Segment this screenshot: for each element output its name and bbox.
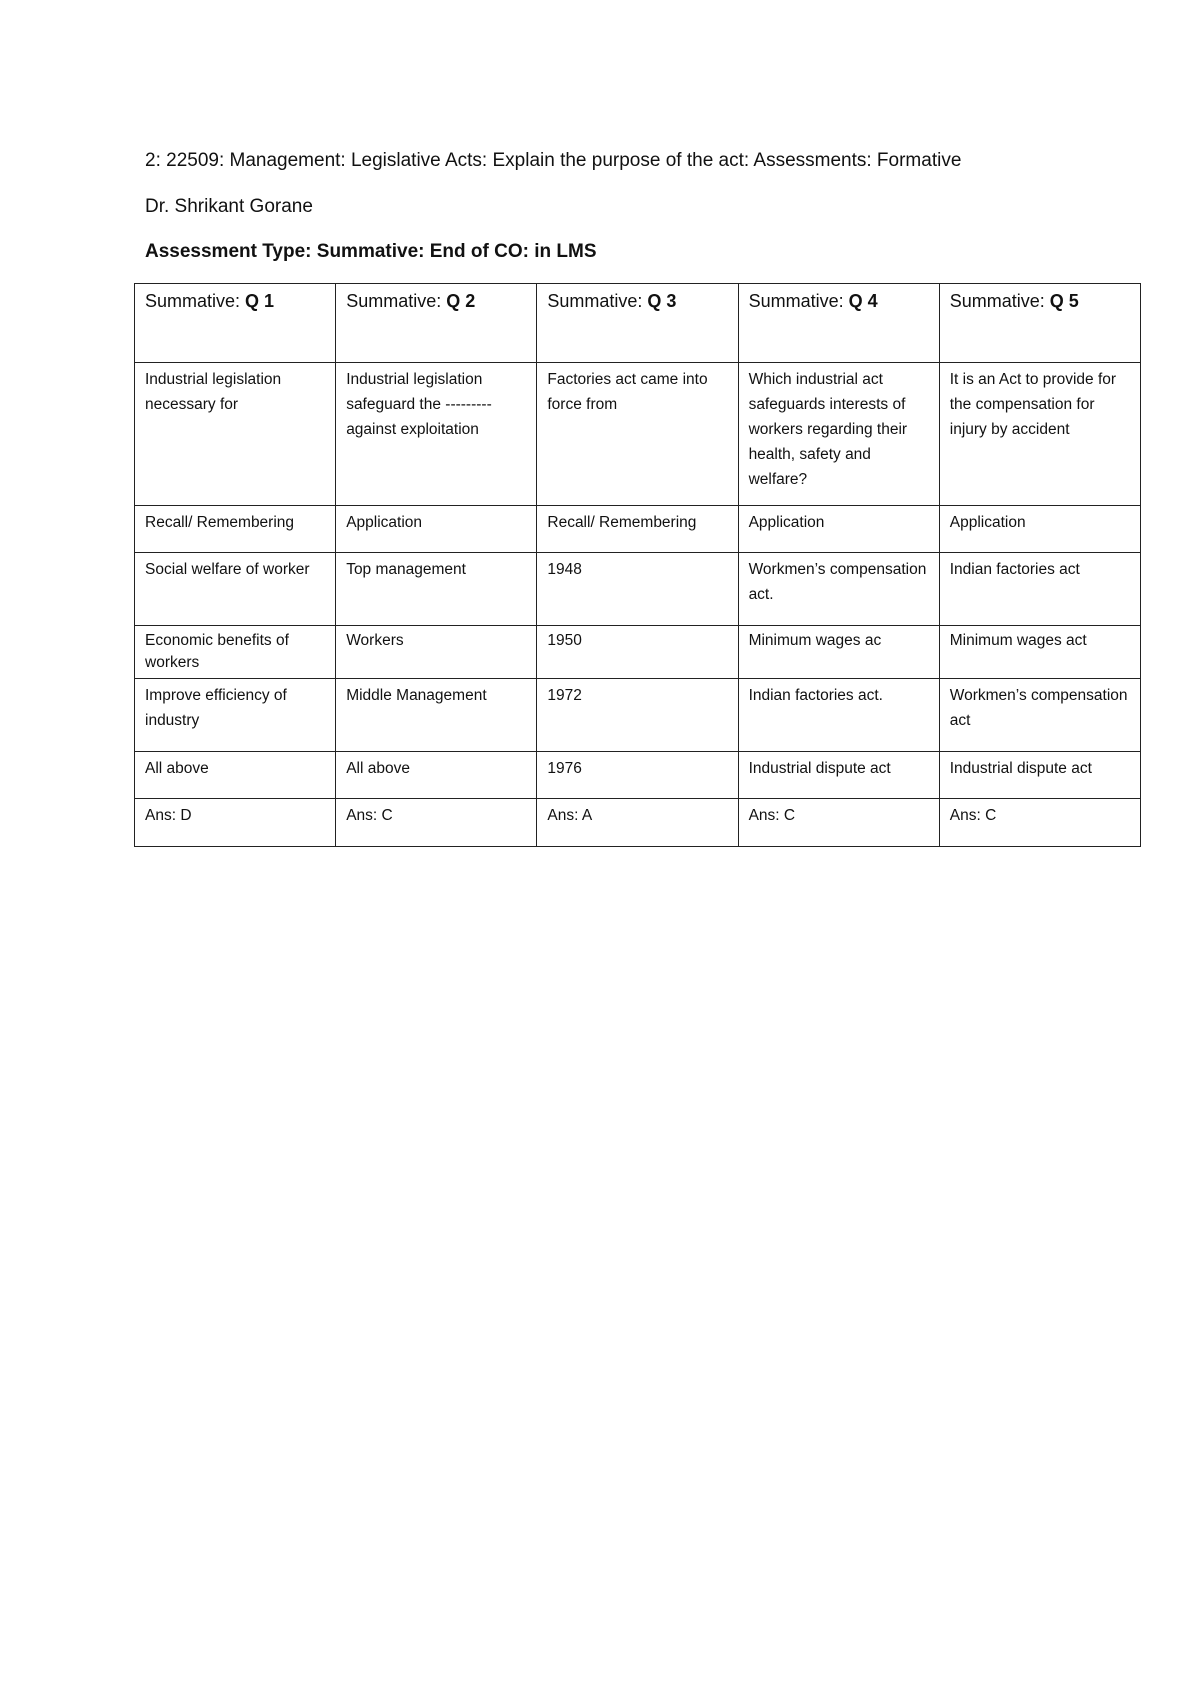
table-cell: Ans: C bbox=[336, 799, 537, 847]
table-cell: All above bbox=[135, 752, 336, 799]
table-cell: Factories act came into force from bbox=[537, 363, 738, 506]
table-cell: Middle Management bbox=[336, 679, 537, 752]
table-cell: Indian factories act bbox=[939, 553, 1140, 626]
table-cell: Top management bbox=[336, 553, 537, 626]
table-cell: 1972 bbox=[537, 679, 738, 752]
column-header-q3: Summative: Q 3 bbox=[537, 284, 738, 363]
option-c-row bbox=[135, 679, 1141, 752]
table-cell: Application bbox=[939, 506, 1140, 553]
answer-row bbox=[135, 799, 1141, 847]
cognitive-level-row bbox=[135, 506, 1141, 553]
table-cell: Workmen’s compensation act. bbox=[738, 553, 939, 626]
author-name: Dr. Shrikant Gorane bbox=[145, 196, 313, 217]
table-cell: Improve efficiency of industry bbox=[135, 679, 336, 752]
option-d-row bbox=[135, 752, 1141, 799]
table-cell: Application bbox=[336, 506, 537, 553]
table-cell: Workmen’s compensation act bbox=[939, 679, 1140, 752]
table-header-row bbox=[135, 284, 1141, 363]
option-a-row bbox=[135, 553, 1141, 626]
column-header-q2: Summative: Q 2 bbox=[336, 284, 537, 363]
table-cell: Application bbox=[738, 506, 939, 553]
question-row bbox=[135, 363, 1141, 506]
assessment-type: Assessment Type: Summative: End of CO: in LMS bbox=[145, 241, 597, 262]
column-header-q1: Summative: Q 1 bbox=[135, 284, 336, 363]
table-cell: Ans: A bbox=[537, 799, 738, 847]
table-cell: Social welfare of worker bbox=[135, 553, 336, 626]
table-cell: Industrial dispute act bbox=[738, 752, 939, 799]
table-cell: Recall/ Remembering bbox=[135, 506, 336, 553]
table-cell: Indian factories act. bbox=[738, 679, 939, 752]
column-header-q4: Summative: Q 4 bbox=[738, 284, 939, 363]
table-cell: Industrial legislation safeguard the --------- against exploitation bbox=[336, 363, 537, 506]
table-cell: 1950 bbox=[537, 626, 738, 679]
table-cell: Minimum wages ac bbox=[738, 626, 939, 679]
assessment-table bbox=[134, 283, 1141, 847]
table-cell: 1948 bbox=[537, 553, 738, 626]
table-cell: Workers bbox=[336, 626, 537, 679]
table-cell: Recall/ Remembering bbox=[537, 506, 738, 553]
table-cell: Which industrial act safeguards interests of workers regarding their health, safety and welfare? bbox=[738, 363, 939, 506]
option-b-row bbox=[135, 626, 1141, 679]
table-cell: All above bbox=[336, 752, 537, 799]
table-cell: 1976 bbox=[537, 752, 738, 799]
table-cell: Ans: D bbox=[135, 799, 336, 847]
table-cell: It is an Act to provide for the compensation for injury by accident bbox=[939, 363, 1140, 506]
column-header-q5: Summative: Q 5 bbox=[939, 284, 1140, 363]
table-cell: Industrial dispute act bbox=[939, 752, 1140, 799]
table-cell: Economic benefits of workers bbox=[135, 626, 336, 679]
table-cell: Industrial legislation necessary for bbox=[135, 363, 336, 506]
table-cell: Ans: C bbox=[738, 799, 939, 847]
table-cell: Minimum wages act bbox=[939, 626, 1140, 679]
document-title: 2: 22509: Management: Legislative Acts: Explain the purpose of the act: Assessments: Formative bbox=[145, 150, 962, 171]
table-cell: Ans: C bbox=[939, 799, 1140, 847]
